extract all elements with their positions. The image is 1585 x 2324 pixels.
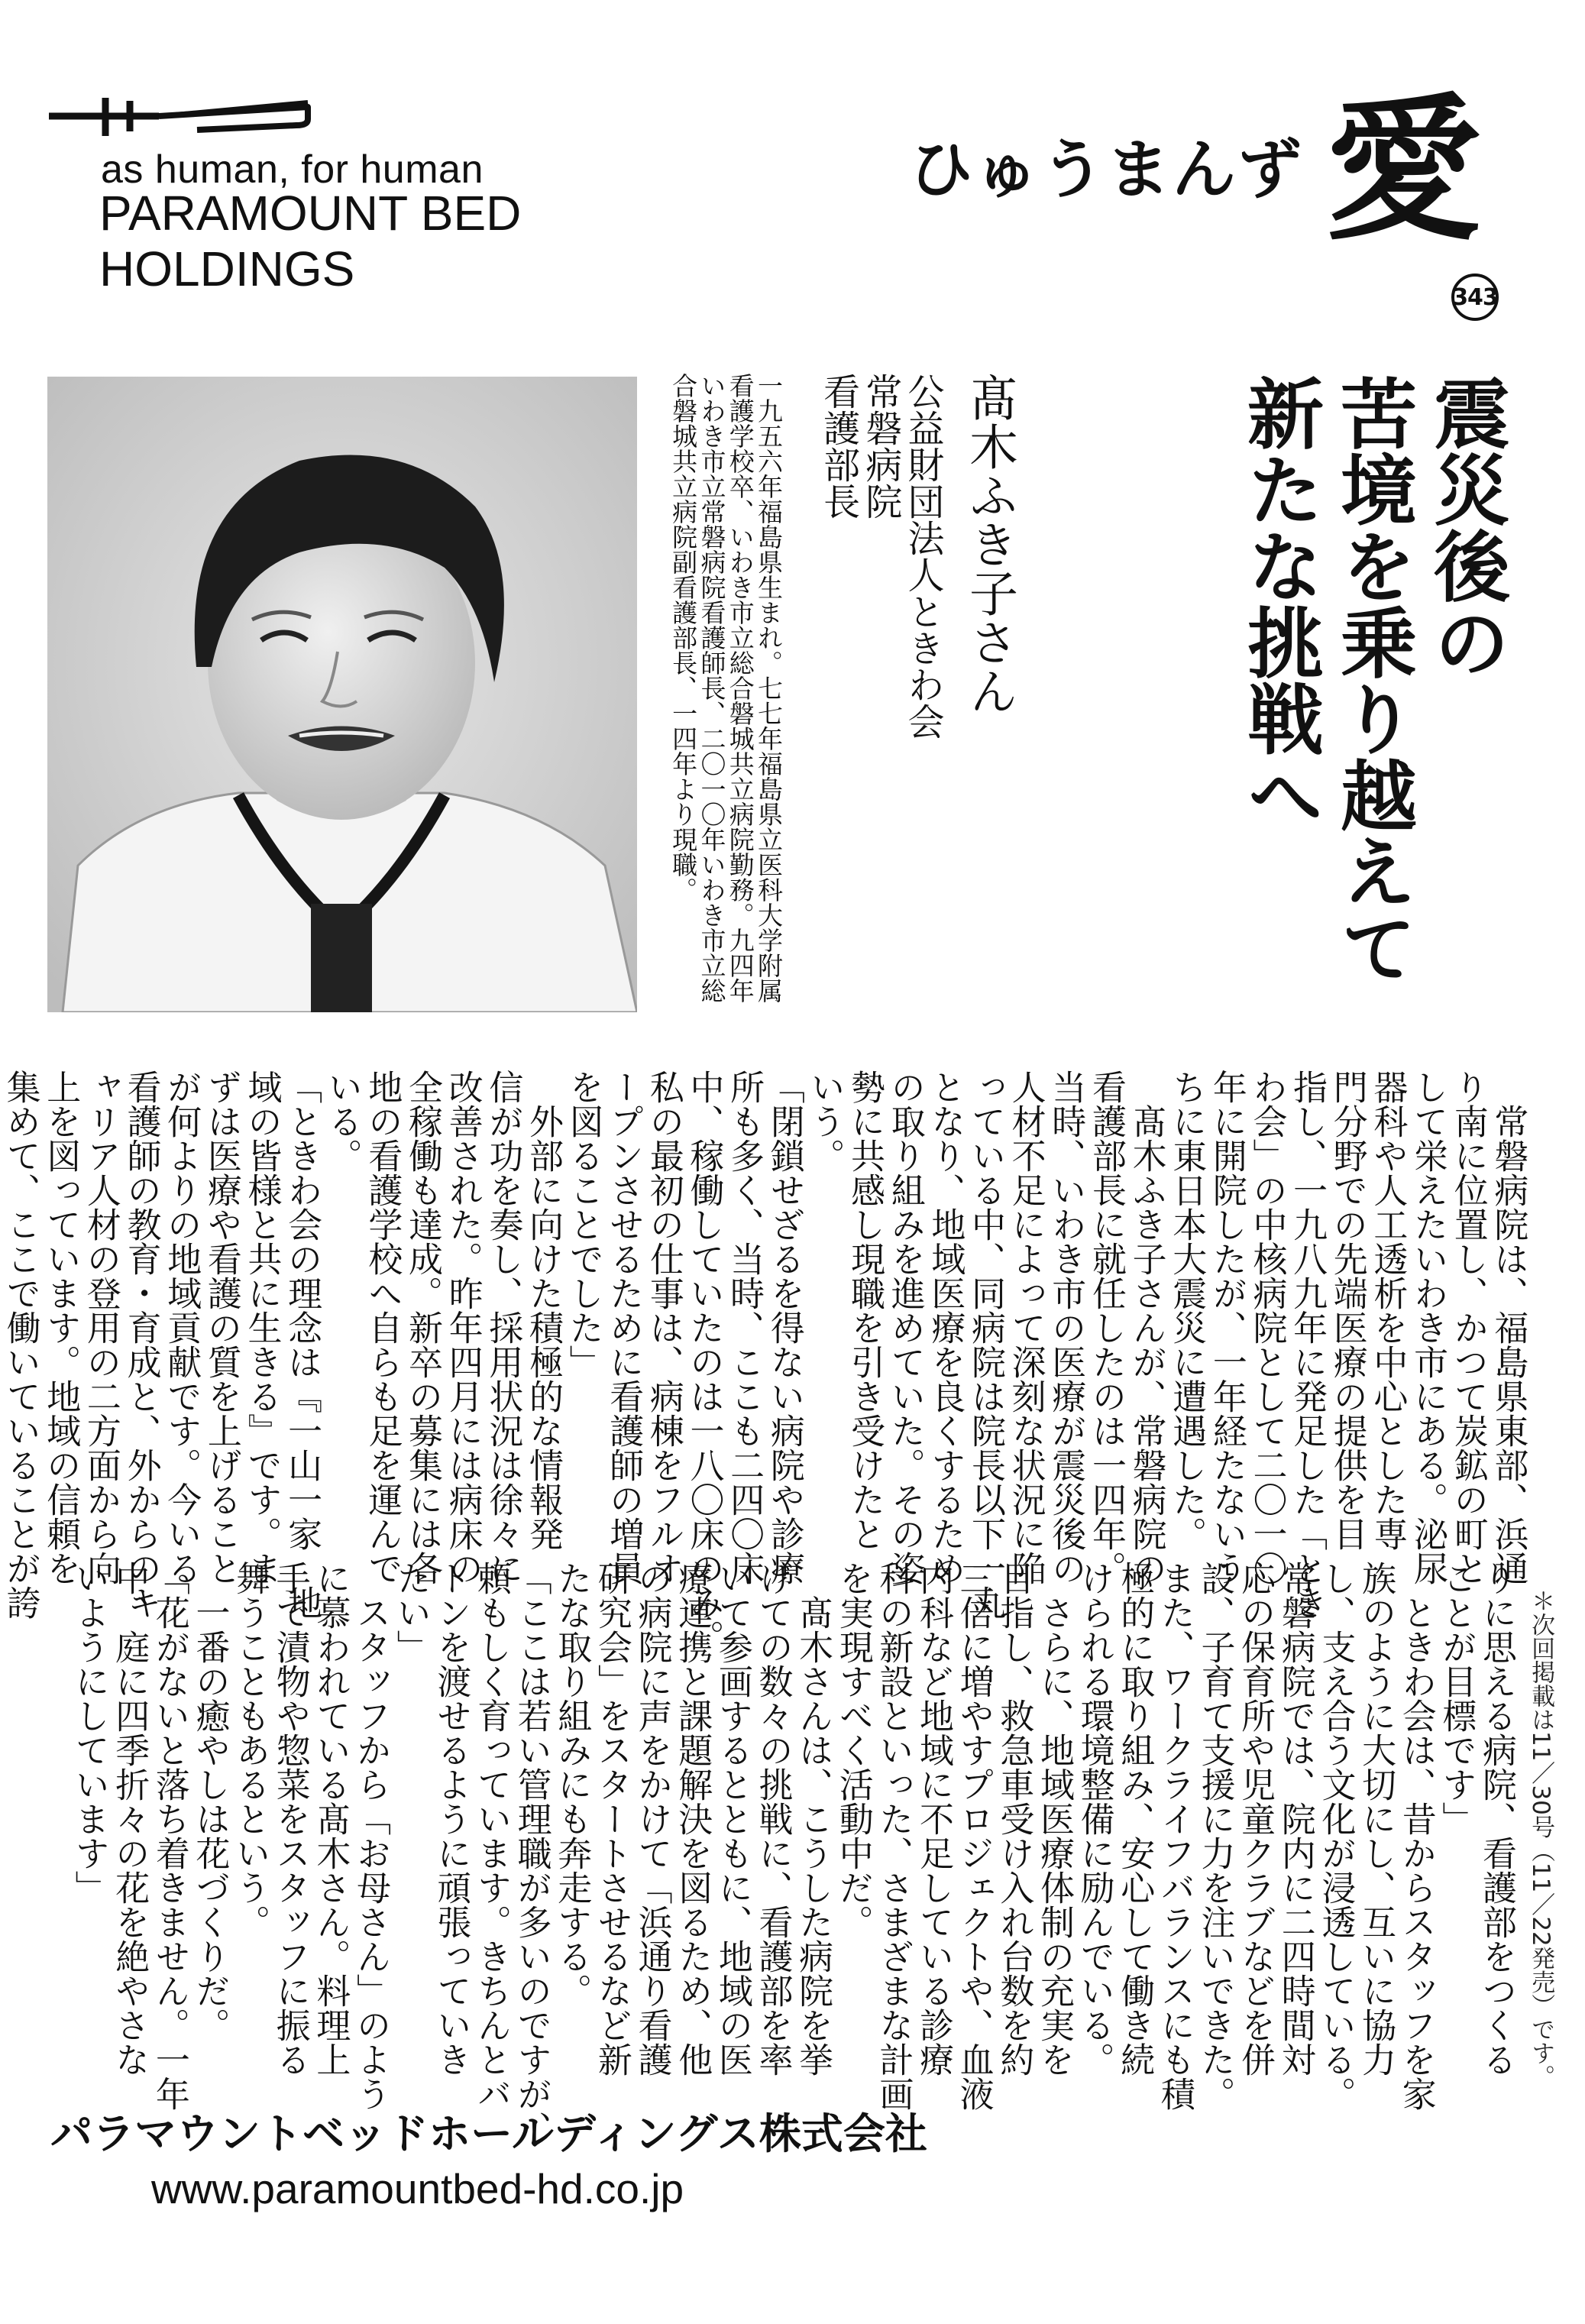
headline-line: 震災後の <box>1421 374 1511 680</box>
body-text-line: 「ここは若い管理職が多いのですが、 <box>511 1561 552 2145</box>
body-text-line: 当時、いわき市の医療が震災後の <box>1046 1070 1087 1585</box>
article-headline <box>1233 374 1512 986</box>
body-text-line: 族のように大切にし、互いに協力 <box>1356 1561 1397 2076</box>
body-text-line: 器科や人工透析を中心とした専 <box>1367 1070 1409 1551</box>
body-text-line: たな取り組みにも奔走する。 <box>552 1561 593 2008</box>
body-text-line: 常磐病院では、院内に二四時間対 <box>1275 1561 1316 2076</box>
body-text-line: 一番の癒やしは花づくりだ。 <box>189 1561 231 2042</box>
body-text-line: 常磐病院は、福島県東部、浜通 <box>1488 1070 1529 1585</box>
body-text-line: さらに、地域医療体制の充実を <box>1033 1561 1075 2076</box>
tagline: as human, for human <box>101 147 484 192</box>
series-title: ひゅうまんず <box>909 132 1304 207</box>
body-text-line: 極的に取り組み、安心して働き続 <box>1114 1561 1156 2076</box>
body-text-line: 手で漬物や惣菜をスタッフに振る <box>270 1561 311 2076</box>
body-text-line: を実現すべく活動中だ。 <box>833 1561 874 1939</box>
body-text-line: 科の新設といった、さまざまな計画 <box>873 1561 914 2111</box>
body-text-line: 全稼働も達成。新卒の募集には各 <box>403 1070 444 1585</box>
body-text-line: わ会」の中核病院として二〇一〇 <box>1247 1070 1288 1585</box>
body-text-line: 所も多く、当時、ここも二四〇床 <box>724 1070 765 1585</box>
body-text-line: 舞うこともあるという。 <box>230 1561 271 1939</box>
headline-line: 苦境を乗り越えて <box>1328 374 1418 986</box>
body-text-line: 域の皆様と共に生きる』です。ま <box>241 1070 283 1585</box>
body-text-line: して栄えたいわき市にある。泌尿 <box>1408 1070 1449 1585</box>
company-url-link[interactable]: www.paramountbed-hd.co.jp <box>151 2165 684 2212</box>
body-text-line: げての数々の挑戦に、看護部を率 <box>752 1561 794 2076</box>
issue-number-badge: 343 <box>1451 274 1499 321</box>
body-text-line: 門分野での先端医療の提供を目 <box>1327 1070 1368 1551</box>
bio-line: いわき市立常磐病院看護師長、二〇一〇年いわき市立総 <box>697 373 727 1003</box>
body-text-line: ャリア人材の登用の二方面から向 <box>80 1070 121 1585</box>
person-titles <box>817 373 943 740</box>
body-text-line: 中、庭に四季折々の花を絶やさな <box>109 1561 150 2076</box>
body-text-line: たい」 <box>390 1561 432 1664</box>
body-text-line: 療連携と課題解決を図るため、他 <box>672 1561 713 2076</box>
article-body-lower <box>69 1561 1516 2145</box>
portrait-photo <box>47 377 637 1012</box>
person-bio <box>669 373 783 1003</box>
body-text-line: を図ることでした」 <box>563 1070 604 1379</box>
series-kanji: 愛 <box>1325 80 1482 262</box>
person-title-line: 公益財団法人ときわ会 <box>901 373 944 740</box>
body-text-line: の病院に声をかけて「浜通り看護 <box>632 1561 673 2076</box>
body-text-line: また、ワークライフバランスにも積 <box>1154 1561 1195 2111</box>
body-text-line: 指し、一九八九年に発足した「とき <box>1287 1070 1328 1620</box>
body-text-line: 勢に共感し現職を引き受けたと <box>845 1070 886 1551</box>
body-text-line: ことが目標です」 <box>1436 1561 1477 1836</box>
body-text-line: 看護部長に就任したのは一四年。 <box>1085 1070 1127 1585</box>
company-name: パラマウントベッドホールディングス株式会社 <box>50 2109 927 2158</box>
body-text-line: 「花がないと落ち着きません。一年 <box>149 1561 190 2111</box>
body-text-line: し、支え合う文化が浸透している。 <box>1315 1561 1357 2111</box>
body-text-line: いう。 <box>804 1070 846 1173</box>
body-text-line: スタッフから「お母さん」のよう <box>351 1561 392 2111</box>
body-text-line: ちに東日本大震災に遭遇した。 <box>1166 1070 1208 1551</box>
bio-line: 一九五六年福島県生まれ。七七年福島県立医科大学附属 <box>754 373 784 1003</box>
body-text-line: 改善された。昨年四月には病床の <box>442 1070 484 1585</box>
brand-name-line1: PARAMOUNT BED <box>99 186 522 241</box>
bio-line: 看護学校卒、いわき市立総合磐城共立病院勤務。九四年 <box>725 373 755 1003</box>
body-text-line: に慕われている髙木さん。料理上 <box>310 1561 351 2076</box>
body-text-line: 年に開院したが、一年経たないう <box>1206 1070 1247 1585</box>
body-text-line: いて参画するとともに、地域の医 <box>712 1561 753 2076</box>
body-text-line: ときわ会は、昔からスタッフを家 <box>1396 1561 1437 2111</box>
body-text-line: の取り組みを進めていた。その姿 <box>885 1070 926 1585</box>
body-text-line: り南に位置し、かつて炭鉱の町と <box>1448 1070 1489 1585</box>
body-text-line: 「ときわ会の理念は『一山一家 地 <box>282 1070 323 1620</box>
body-text-line: りに思える病院、看護部をつくる <box>1477 1561 1517 2076</box>
body-text-line: 集めて、ここで働いていることが誇 <box>0 1070 41 1620</box>
brand-name-line2: HOLDINGS <box>99 241 355 296</box>
body-text-line: 私の最初の仕事は、病棟をフルオ <box>643 1070 684 1585</box>
body-text-line: 上を図っています。地域の信頼を <box>40 1070 82 1585</box>
person-name: 髙木ふき子さん <box>961 373 1017 715</box>
body-text-line: 髙木さんは、こうした病院を挙 <box>793 1561 834 2076</box>
body-text-line: 信が功を奏し、採用状況は徐々に <box>483 1070 524 1585</box>
body-text-line: ープンさせるために看護師の増員 <box>603 1070 645 1585</box>
body-text-line: けられる環境整備に励んでいる。 <box>1074 1561 1115 2076</box>
body-text-line: 三倍に増やすプロジェクトや、血液 <box>953 1561 995 2111</box>
body-text-line: 中、稼働していたのは一八〇床のみ。 <box>684 1070 725 1654</box>
body-text-line: いようにしています」 <box>69 1561 110 1905</box>
person-title-line: 常磐病院 <box>859 373 902 520</box>
body-text-line: 目指し、救急車受け入れ台数を約 <box>994 1561 1035 2076</box>
body-text-line: 看護師の教育・育成と、外からのキ <box>121 1070 162 1620</box>
body-text-line: 髙木ふき子さんが、常磐病院の <box>1126 1070 1167 1585</box>
paramount-bed-logo-mark <box>44 86 319 147</box>
headline-line: 新たな挑戦へ <box>1234 374 1325 833</box>
body-text-line: 研究会」をスタートさせるなど新 <box>591 1561 632 2076</box>
bio-line: 合磐城共立病院副看護部長、一四年より現職。 <box>668 373 699 902</box>
body-text-line: 外部に向けた積極的な情報発 <box>522 1070 564 1551</box>
body-text-line: 人材不足によって深刻な状況に陥 <box>1005 1070 1046 1585</box>
person-title-line: 看護部長 <box>817 373 860 520</box>
body-text-line: 内科など地域に不足している診療 <box>914 1561 955 2076</box>
body-text-line: 設、子育て支援に力を注いできた。 <box>1195 1561 1236 2111</box>
body-text-line: が何よりの地域貢献です。今いる <box>161 1070 202 1585</box>
body-text-line: 地の看護学校へ自らも足を運んで <box>362 1070 403 1585</box>
body-text-line: ずは医療や看護の質を上げること <box>201 1070 242 1585</box>
body-text-line: 応の保育所や児童クラブなどを併 <box>1235 1561 1276 2076</box>
body-text-line: っている中、同病院は院長以下一丸 <box>966 1070 1007 1620</box>
body-text-line: となり、地域医療を良くするため <box>925 1070 966 1585</box>
next-issue-note: ＊次回掲載は11／30号（11／22発売）です。 <box>1527 1589 1555 2089</box>
body-text-line: いる。 <box>322 1070 363 1173</box>
body-text-line: 「閉鎖せざるを得ない病院や診療 <box>764 1070 805 1585</box>
body-text-line: 頼もしく育っています。きちんとバ <box>471 1561 512 2111</box>
body-text-line: トンを渡せるように頑張っていき <box>431 1561 472 2076</box>
